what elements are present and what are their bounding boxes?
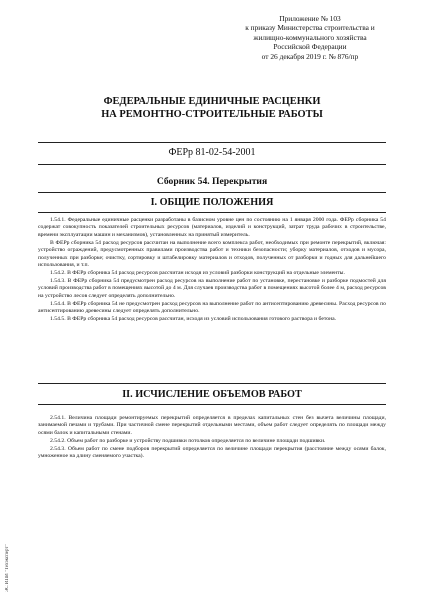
- appendix-line: Приложение № 103: [279, 14, 341, 23]
- document-code: ФЕРр 81-02-54-2001: [168, 147, 256, 158]
- collection-title: Сборник 54. Перекрытия: [156, 176, 268, 187]
- paragraph: 1.54.1. Федеральные единичные расценки разработаны в базисном уровне цен по состоянию на 1 января 2000 года. ФЕРр сборника 54 содержат совокупность показателей строительных ресурсов (материалов, изделий и конструкций, затрат труда рабочих в строительстве, времени эксплуатации машин и механизмов), установленных на принятый измеритель.: [38, 217, 386, 238]
- appendix-line: к приказу Министерства строительства и: [245, 23, 375, 33]
- title-line-1: ФЕДЕРАЛЬНЫЕ ЕДИНИЧНЫЕ РАСЦЕНКИ: [103, 96, 321, 107]
- section-1-heading: I. ОБЩИЕ ПОЛОЖЕНИЯ: [150, 197, 274, 208]
- divider: [38, 212, 386, 213]
- side-stamp: ЭС ИПИ "Техэксперт": [5, 544, 10, 592]
- appendix-line: Российской Федерации: [273, 42, 347, 52]
- section-2-heading: II. ИСЧИСЛЕНИЕ ОБЪЕМОВ РАБОТ: [122, 389, 302, 400]
- divider: [38, 164, 386, 165]
- title-line-2: НА РЕМОНТНО-СТРОИТЕЛЬНЫЕ РАБОТЫ: [101, 108, 323, 120]
- paragraph: 1.54.4. В ФЕРр сборника 54 не предусмотрен расход ресурсов на выполнение работ по антисептированию древесины. Расход ресурсов по антисептированию древесины следует определять дополнительно.: [38, 300, 386, 315]
- appendix-line: жилищно-коммунального хозяйства: [253, 32, 367, 42]
- paragraph: 1.54.5. В ФЕРр сборника 54 расход ресурсов рассчитан, исходя из условий использования готового раствора и бетона.: [50, 316, 337, 323]
- paragraph: 1.54.3. В ФЕРр сборника 54 предусмотрен расход ресурсов на выполнение работ по установке, перестановке и разборке подмостей для условий производства работ в помещениях высотой до 4 м. Для случаев производства работ в помещениях высотой более 4 м, расход ресурсов на устройство лесов следует определять дополнительно.: [38, 278, 386, 299]
- section-2-body: [38, 415, 386, 461]
- paragraph: 2.54.3. Объем работ по смене подборов перекрытий определяется по величине площади перекрытия (расстояние между осями балок, умноженное на длину сменяемого участка).: [38, 445, 386, 460]
- paragraph: В ФЕРр сборника 54 расход ресурсов рассчитан на выполнение всего комплекса работ, необходимых при ремонте перекрытий, включая: устройство ограждений, предусмотренных правилами производства работ и техники безопасности; уборку материалов, отходов и мусора, полученных при разборке; очистку, сортировку и штабелировку материалов и отходов, полученных от разборки и годных для дальнейшего использования, и т.п.: [38, 239, 386, 269]
- divider: [38, 192, 386, 193]
- paragraph: 1.54.2. В ФЕРр сборника 54 расход ресурсов рассчитан исходя из условий разборки конструкций на отдельные элементы.: [50, 270, 345, 277]
- divider: [38, 404, 386, 405]
- section-1-body: [38, 217, 386, 324]
- appendix-line: от 26 декабря 2019 г. № 876/пр: [261, 51, 359, 61]
- paragraph: 2.54.1. Величина площади ремонтируемых перекрытий определяется в пределах капитальных стен без вычета величины площади, занимаемой печами и трубами. При частичной смене перекрытий отдельными местами, объем работ следует определять по площади между осями балок и капитальными стенами.: [38, 415, 386, 436]
- document-title: [40, 96, 384, 121]
- appendix-reference: [220, 14, 400, 61]
- divider: [38, 142, 386, 143]
- divider: [38, 383, 386, 384]
- paragraph: 2.54.2. Объем работ по разборке и устройству подшивки потолков определяется по величине площади подшивки.: [50, 437, 326, 444]
